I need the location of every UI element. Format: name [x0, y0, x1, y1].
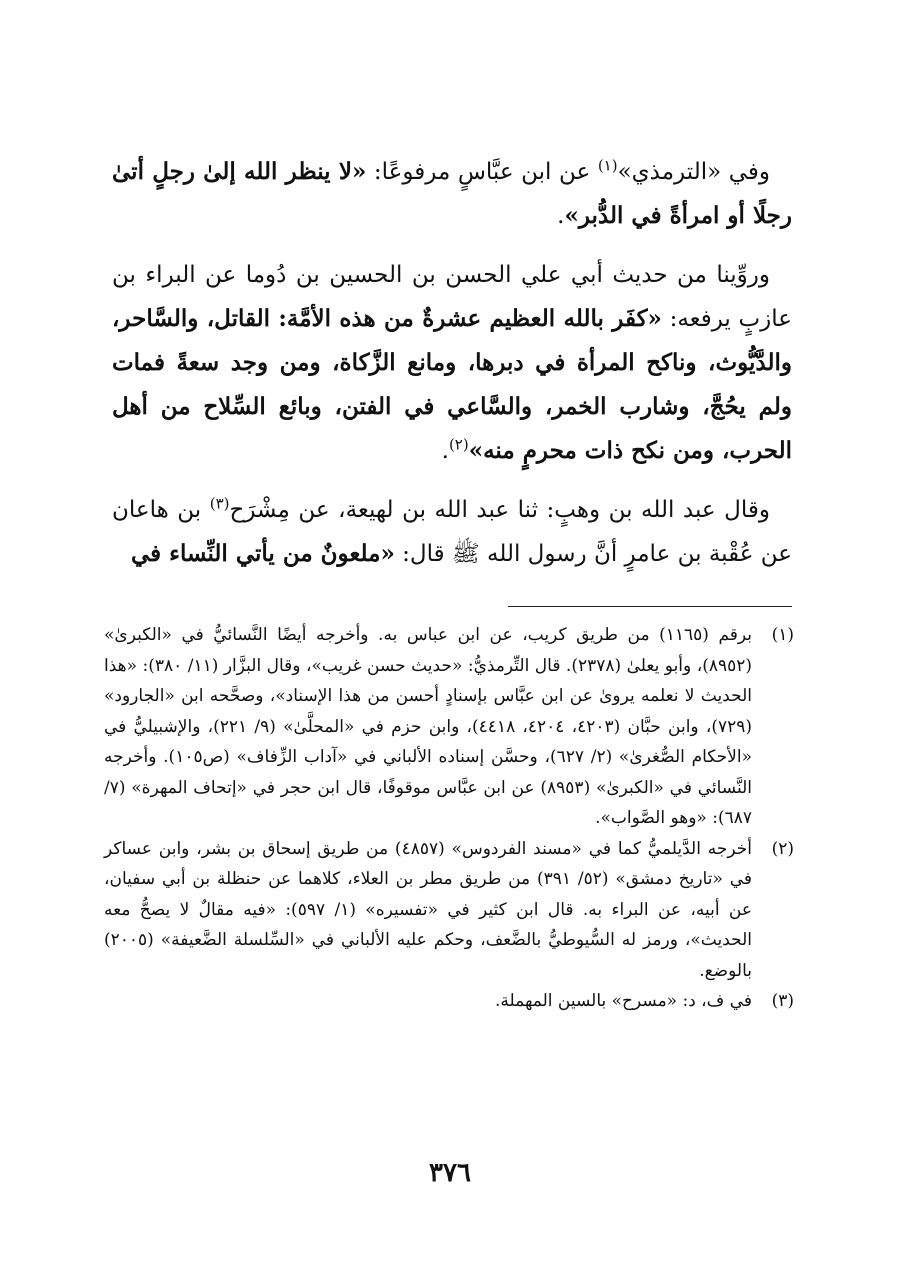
paragraph-1-text: وفي «الترمذي»: [617, 159, 770, 185]
footnote-2: [104, 834, 794, 987]
hadith-quote-2: «كفَر بالله العظيم عشرةٌ من هذه الأمَّة: القاتل، والسَّاحر، والدَّيُّوث، وناكح المرأة في دبرها، ومانع الزَّكاة، ومن وجد سعةً فمات ولم يحُجَّ، وشارب الخمر، والسَّاعي في الفتن، وبائع السِّلاح من أهل الحرب، ومن نكح ذات محرمٍ منه»: [112, 305, 792, 464]
footnote-number: (١): [771, 625, 794, 645]
paragraph-2-end: .: [441, 438, 449, 464]
footnotes: [104, 620, 794, 1017]
paragraph-2-text: وروِّينا من حديث أبي علي الحسن بن الحسين بن دُوما عن البراء بن عازبٍ يرفعه:: [112, 262, 792, 332]
footnote-ref-1: (١): [597, 156, 618, 175]
footnote-ref-3: (٣): [209, 494, 230, 513]
footnote-text: برقم (١١٦٥) من طريق كريب، عن ابن عباس به. وأخرجه أيضًا النَّسائيُّ في «الكبرىٰ» (٨٩٥٢)، وأبو يعلىٰ (٢٣٧٨). قال التِّرمذيُّ: «حديث حسن غريب»، وقال البزَّار (١١/ ٣٨٠): «هذا الحديث لا نعلمه يروىٰ عن ابن عبَّاس بإسنادٍ أحسن من هذا الإسناد»، وصحَّحه ابن «الجارود» (٧٢٩)، وابن حبَّان (٤٢٠٣، ٤٢٠٤، ٤٤١٨)، وابن حزم في «المحلَّىٰ» (٩/ ٢٢١)، والإشبيليُّ في «الأحكام الصُّغرىٰ» (٢/ ٦٢٧)، وحسَّن إسناده الألباني في «آداب الزِّفاف» (ص١٠٥). وأخرجه النَّسائي في «الكبرىٰ» (٨٩٥٣) عن ابن عبَّاس موقوفًا، قال ابن حجر في «إتحاف المهرة» (٧/ ٦٨٧): «وهو الصَّواب».: [104, 625, 753, 828]
footnote-text: أخرجه الدَّيلميُّ كما في «مسند الفردوس» (٤٨٥٧) من طريق إسحاق بن بشر، وابن عساكر في «تاريخ دمشق» (٥٢/ ٣٩١) من طريق مطر بن العلاء، كلاهما عن حنظلة بن أبي سفيان، عن أبيه، عن البراء به. قال ابن كثير في «تفسيره» (١/ ٥٩٧): «فيه مقالٌ لا يصحُّ معه الحديث»، ورمز له السُّيوطيُّ بالضَّعف، وحكم عليه الألباني في «السِّلسلة الضَّعيفة» (٢٠٠٥) بالوضع.: [104, 838, 753, 981]
hadith-quote-3: «ملعونٌ من يأتي النِّساء في: [130, 540, 395, 567]
hadith-quote-1: «لا ينظر الله إلىٰ رجلٍ أتىٰ رجلًا أو امرأةً في الدُّبر»: [112, 158, 792, 229]
page-number: ٣٧٦: [429, 1158, 471, 1188]
footnote-3: [104, 986, 794, 1017]
paragraph-2: [112, 254, 792, 473]
paragraph-3: [112, 489, 792, 576]
paragraph-1-after: عن ابن عبَّاسٍ مرفوعًا:: [366, 159, 598, 185]
footnote-number: (٣): [771, 991, 794, 1011]
paragraph-1: [112, 150, 792, 238]
footnote-text: في ف، د: «مسرح» بالسين المهملة.: [494, 991, 752, 1011]
footnote-separator: [508, 606, 792, 607]
footnote-number: (٢): [771, 838, 794, 859]
paragraph-3-after: بن هاعان عن عُقْبة بن عامرٍ أنَّ رسول الله ﷺ قال:: [112, 497, 792, 567]
paragraph-3-text: وقال عبد الله بن وهبٍ: ثنا عبد الله بن لهيعة، عن مِشْرَح: [229, 497, 770, 523]
footnote-ref-2: (٢): [448, 435, 469, 454]
paragraph-1-end: .: [557, 203, 565, 229]
main-text: [112, 150, 792, 592]
footnote-1: [104, 620, 794, 834]
